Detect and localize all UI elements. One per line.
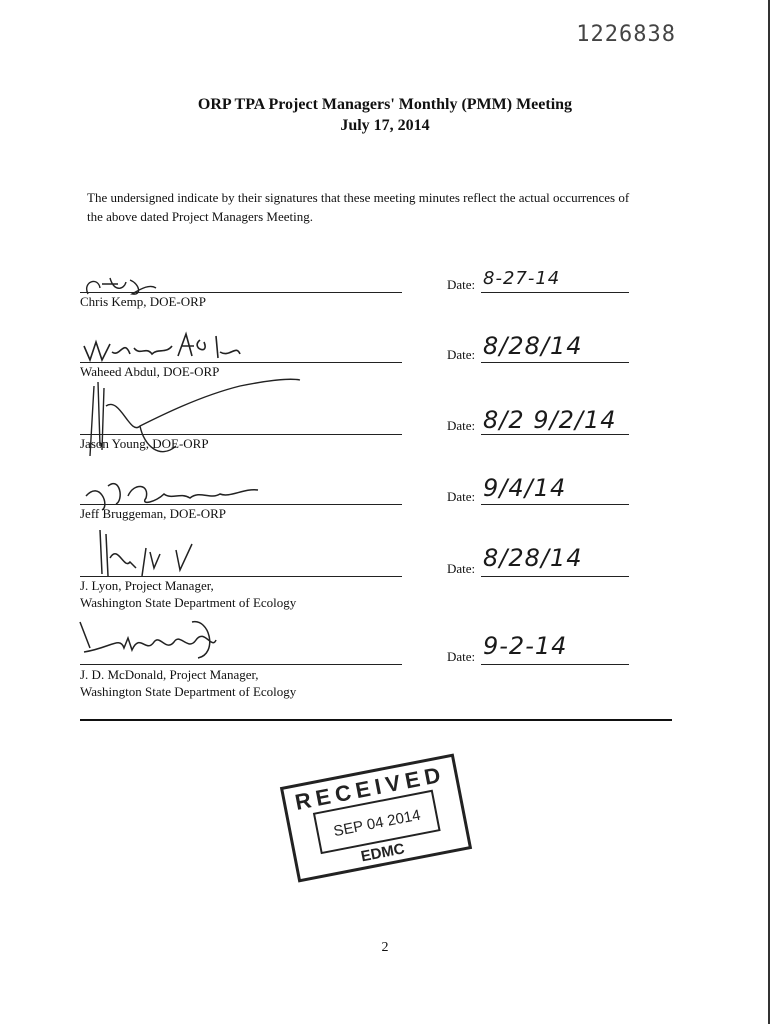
signer-name-line1: J. Lyon, Project Manager,: [80, 578, 214, 593]
signer-organization: Washington State Department of Ecology: [80, 595, 297, 610]
meeting-date: July 17, 2014: [340, 117, 430, 134]
date-line: [481, 664, 629, 665]
date-value: 8-27-14: [483, 268, 561, 289]
signer-name: Chris Kemp, DOE-ORP: [80, 294, 207, 309]
date-value: 8/2 9/2/14: [483, 406, 617, 434]
date-line: [481, 504, 629, 505]
date-line: [481, 362, 629, 363]
date-line: [481, 434, 629, 435]
stamp-date: SEP 04 2014: [332, 806, 422, 841]
signer-name: [80, 577, 296, 611]
signer-name: Jeff Bruggeman, DOE-ORP: [80, 506, 226, 521]
date-label: Date:: [447, 277, 476, 292]
signature-line: [80, 664, 402, 665]
date-value: 8/28/14: [483, 544, 583, 572]
signature-image: [80, 524, 220, 580]
signature-row: [0, 628, 770, 708]
date-label: Date:: [447, 649, 476, 664]
signer-organization: Washington State Department of Ecology: [80, 684, 297, 699]
stamp-office: EDMC: [359, 840, 407, 866]
signer-name: Waheed Abdul, DOE-ORP: [80, 364, 220, 379]
date-label: Date:: [447, 418, 476, 433]
horizontal-rule: [80, 719, 672, 721]
date-label: Date:: [447, 489, 476, 504]
date-line: [481, 576, 629, 577]
date-value: 9/4/14: [483, 474, 567, 502]
date-value: 9-2-14: [483, 632, 568, 660]
signature-row: [0, 538, 770, 618]
date-label: Date:: [447, 561, 476, 576]
signer-name-line1: J. D. McDonald, Project Manager,: [80, 667, 259, 682]
date-value: 8/28/14: [483, 332, 583, 360]
signature-image: [80, 618, 260, 666]
signature-image: [80, 376, 320, 466]
signer-name: [80, 666, 296, 700]
page-number: 2: [381, 940, 389, 955]
stamp-word: RECEIVED: [292, 761, 448, 815]
received-stamp: [278, 752, 474, 885]
intro-paragraph: The undersigned indicate by their signatures that these meeting minutes reflect the actual occurrences of the above dated Project Managers Meeting.: [87, 190, 630, 224]
meeting-title: ORP TPA Project Managers' Monthly (PMM) Meeting: [197, 96, 573, 113]
signature-row: [0, 380, 770, 460]
date-label: Date:: [447, 347, 476, 362]
title-block: [0, 94, 770, 136]
signer-name: Jason Young, DOE-ORP: [80, 436, 209, 451]
date-line: [481, 292, 629, 293]
document-number: 1226838: [576, 22, 676, 47]
